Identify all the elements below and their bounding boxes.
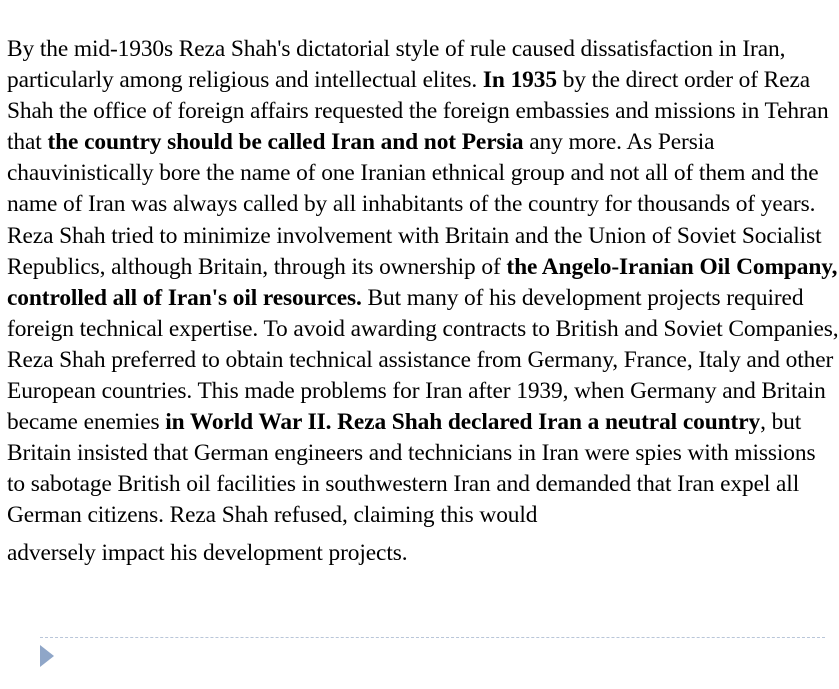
paragraph-2-bold-oil-company: the Angelo-Iranian Oil Company, controlled all of Iran's oil resources. (7, 253, 838, 311)
footer-divider (40, 637, 825, 638)
paragraph-1-bold-year: In 1935 (482, 67, 557, 94)
paragraph-2-bold-neutral: in World War II. Reza Shah declared Iran a neutral country (165, 409, 761, 436)
paragraph-1-text-3: any more. As Persia chauvinistically bore the name of one Iranian ethnical group and not all of them and the name of Iran was always called by all inhabitants of the country for thousands of years. (7, 129, 819, 218)
paragraph-2-text-1: Reza Shah tried to minimize involvement with Britain and the Union of Soviet Socialist Republics, although Britain, through its ownership of (7, 222, 822, 280)
triangle-right-icon (40, 645, 54, 667)
paragraph-1-bold-name-change: the country should be called Iran and not Persia (47, 129, 524, 156)
paragraph-2-last-line: adversely impact his development projects. (7, 539, 408, 566)
paragraph-2-text-2: But many of his development projects required foreign technical expertise. To avoid awarding contracts to British and Soviet Companies, Reza Shah preferred to obtain technical assistance from Germany, France, Italy and other European countries. This made problems for Iran after 1939, when Germany and Britain became enemies (7, 284, 839, 436)
paragraph-1-text-1: By the mid-1930s Reza Shah's dictatorial style of rule caused dissatisfaction in Iran, particularly among religious and intellectual elites. (7, 36, 786, 94)
paragraph-1 (7, 34, 839, 221)
slide-body-text (7, 34, 839, 569)
paragraph-2-text-3: , but Britain insisted that German engineers and technicians in Iran were spies with missions to sabotage British oil facilities in southwestern Iran and demanded that Iran expel all German citizens. Reza Shah refused, claiming this would (7, 409, 816, 529)
paragraph-1-text-2: by the direct order of Reza Shah the office of foreign affairs requested the foreign embassies and missions in Tehran that (7, 67, 829, 156)
paragraph-2 (7, 221, 839, 569)
